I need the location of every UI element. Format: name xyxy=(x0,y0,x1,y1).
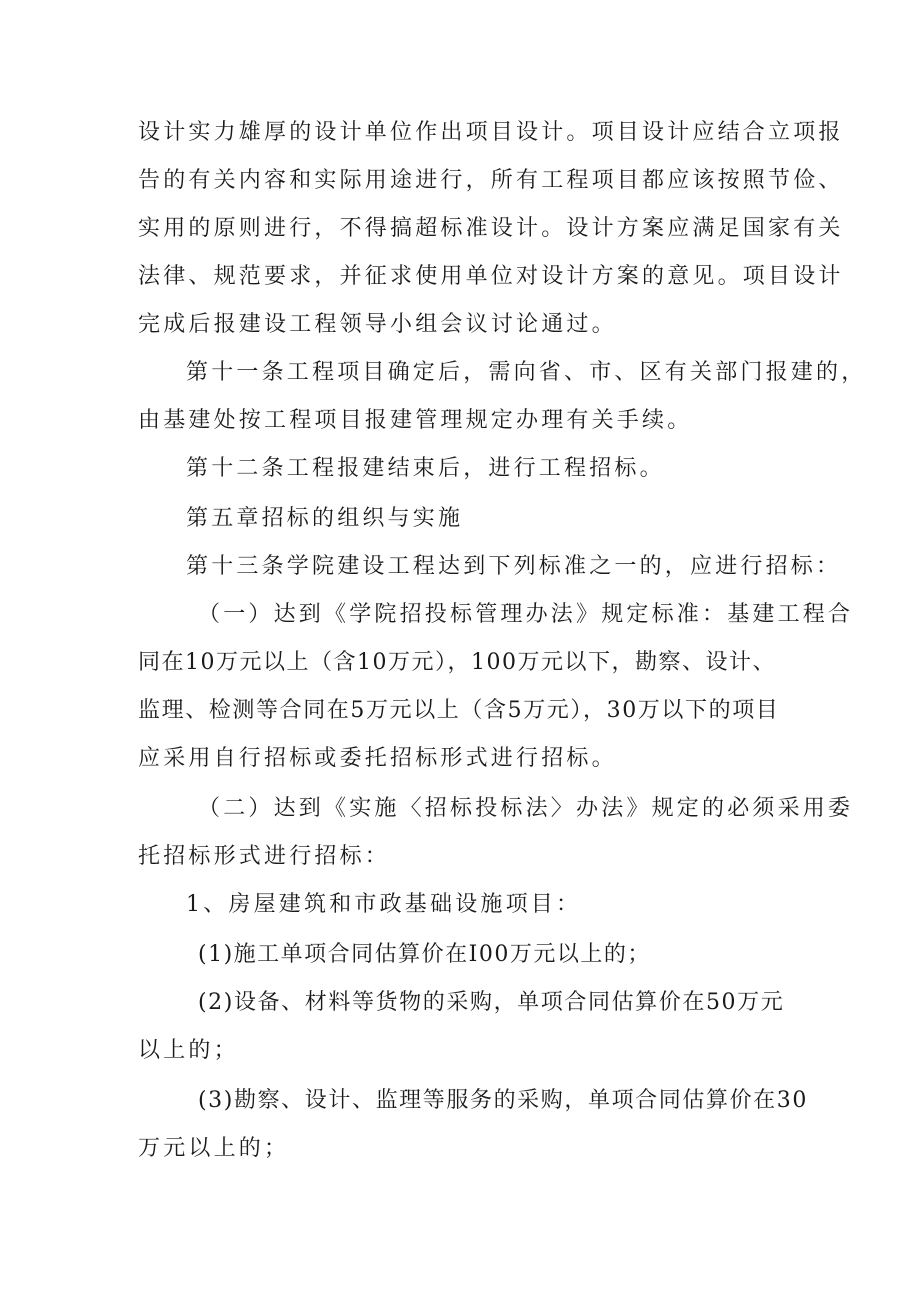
text-line-21: (3)勘察、设计、监理等服务的采购，单项合同估算价在30 xyxy=(198,1088,808,1113)
text-line-6: 第十一条工程项目确定后，需向省、市、区有关部门报建的， xyxy=(186,360,867,385)
text-line-10: 第十三条学院建设工程达到下列标准之一的，应进行招标： xyxy=(186,554,842,579)
text-line-17: 1、房屋建筑和市政基础设施项目： xyxy=(186,892,582,917)
text-line-12: 同在10万元以上（含10万元），100万元以下，勘察、设计、 xyxy=(138,650,776,675)
text-line-20: 以上的； xyxy=(138,1038,239,1063)
text-line-8: 第十二条工程报建结束后，进行工程招标。 xyxy=(186,456,665,481)
text-line-15: （二）达到《实施〈招标投标法〉办法》规定的必须采用委 xyxy=(198,796,854,821)
text-line-14: 应采用自行招标或委托招标形式进行招标。 xyxy=(138,746,617,771)
text-line-4: 法律、规范要求，并征求使用单位对设计方案的意见。项目设计 xyxy=(138,264,844,289)
text-line-22: 万元以上的； xyxy=(138,1136,290,1161)
text-line-13: 监理、检测等合同在5万元以上（含5万元），30万以下的项目 xyxy=(138,698,780,723)
text-line-1: 设计实力雄厚的设计单位作出项目设计。项目设计应结合立项报 xyxy=(138,120,844,145)
chapter-heading: 第五章招标的组织与实施 xyxy=(186,506,464,531)
text-line-16: 托招标形式进行招标： xyxy=(138,844,391,869)
text-line-5: 完成后报建设工程领导小组会议讨论通过。 xyxy=(138,312,617,337)
text-line-2: 告的有关内容和实际用途进行，所有工程项目都应该按照节俭、 xyxy=(138,168,844,193)
text-line-19: (2)设备、材料等货物的采购，单项合同估算价在50万元 xyxy=(198,990,785,1015)
text-line-18: (1)施工单项合同估算价在I00万元以上的； xyxy=(198,942,651,967)
text-line-11: （一）达到《学院招投标管理办法》规定标准：基建工程合 xyxy=(198,602,854,627)
text-line-7: 由基建处按工程项目报建管理规定办理有关手续。 xyxy=(138,408,693,433)
text-line-3: 实用的原则进行，不得搞超标准设计。设计方案应满足国家有关 xyxy=(138,216,844,241)
